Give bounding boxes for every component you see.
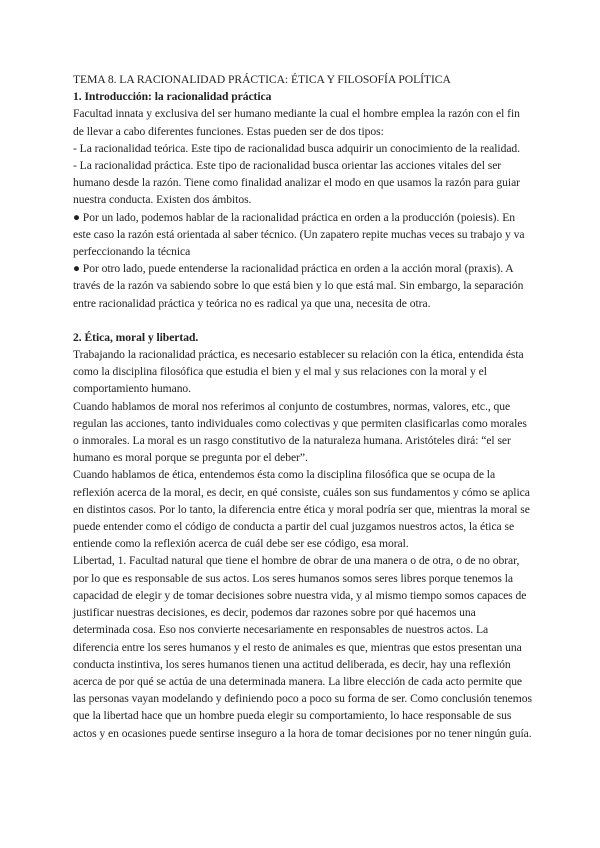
section-2-paragraph: Cuando hablamos de ética, entendemos ésta como la disciplina filosófica que se ocupa de la reflexión acerca de la moral, es decir, en qué consiste, cuáles son sus fundamentos y cómo se aplica en distintos casos. Por lo tanto, la diferencia entre ética y moral podría ser que, mientras la moral se puede entender como el código de conducta a partir del cual juzgamos nuestros actos, la ética se entiende como la reflexión acerca de cuál debe ser ese código, esa moral. — [73, 468, 530, 551]
section-2-heading: 2. Ética, moral y libertad. — [73, 330, 199, 344]
section-1-bullet: ● Por un lado, podemos hablar de la racionalidad práctica en orden a la producción (poiesis). En este caso la razón está orientada al saber técnico. (Un zapatero repite muchas veces su trabajo y va perfeccionando la técnica — [73, 210, 525, 259]
section-1-paragraph: - La racionalidad práctica. Este tipo de racionalidad busca orientar las acciones vitales del ser humano desde la razón. Tiene como finalidad analizar el modo en que usamos la razón para guiar nuestra conducta. Existen dos ámbitos. — [73, 159, 520, 207]
document-title: TEMA 8. LA RACIONALIDAD PRÁCTICA: ÉTICA Y FILOSOFÍA POLÍTICA — [73, 73, 451, 86]
section-1-heading: 1. Introducción: la racionalidad práctica — [73, 90, 272, 104]
section-1-paragraph: Facultad innata y exclusiva del ser humano mediante la cual el hombre emplea la razón con el fin de llevar a cabo diferentes funciones. Estas pueden ser de dos tipos: — [73, 107, 520, 138]
section-1-bullet: ● Por otro lado, puede entenderse la racionalidad práctica en orden a la acción moral (praxis). A través de la razón va sabiendo sobre lo que está bien y lo que está mal. Sin embargo, la separación entre racionalidad práctica y teórica no es radical ya que una, necesita de otra. — [73, 262, 524, 310]
section-2-paragraph: Libertad, 1. Facultad natural que tiene el hombre de obrar de una manera o de otra, o de no obrar, por lo que es responsable de sus actos. Los seres humanos somos seres libres porque tenemos la capacidad de elegir y de tomar decisiones sobre nuestra vida, y al mismo tiempo somos capaces de justificar nuestras decisiones, es decir, podemos dar razones sobre por qué hacemos una determinada cosa. Eso nos convierte necesariamente en responsables de nuestros actos. La diferencia entre los seres humanos y el resto de animales es que, mientras que estos presentan una conducta instintiva, los seres humanos tienen una actitud deliberada, es decir, hay una reflexión acerca de por qué se actúa de una determinada manera. La libre elección de cada acto permite que las personas vayan modelando y definiendo poco a poco su forma de ser. Como conclusión tenemos que la libertad hace que un hombre pueda elegir su comportamiento, lo hace responsable de sus actos y en ocasiones puede sentirse inseguro a la hora de tomar decisiones por no tener ningún guía. — [73, 554, 532, 740]
section-spacer — [73, 312, 533, 329]
section-2-paragraph: Trabajando la racionalidad práctica, es necesario establecer su relación con la ética, entendida ésta como la disciplina filosófica que estudia el bien y el mal y sus relaciones con la moral y el comportamiento humano. — [73, 348, 524, 396]
section-2-paragraph: Cuando hablamos de moral nos referimos al conjunto de costumbres, normas, valores, etc., que regulan las acciones, tanto individuales como colectivas y que permiten clasificarlas como morales o inmorales. La moral es un rasgo constitutivo de la naturaleza humana. Aristóteles dirá: “el ser humano es moral porque se pregunta por el deber”. — [73, 399, 527, 465]
section-1-paragraph: - La racionalidad teórica. Este tipo de racionalidad busca adquirir un conocimiento de la realidad. — [73, 141, 521, 155]
document-page — [73, 71, 533, 742]
